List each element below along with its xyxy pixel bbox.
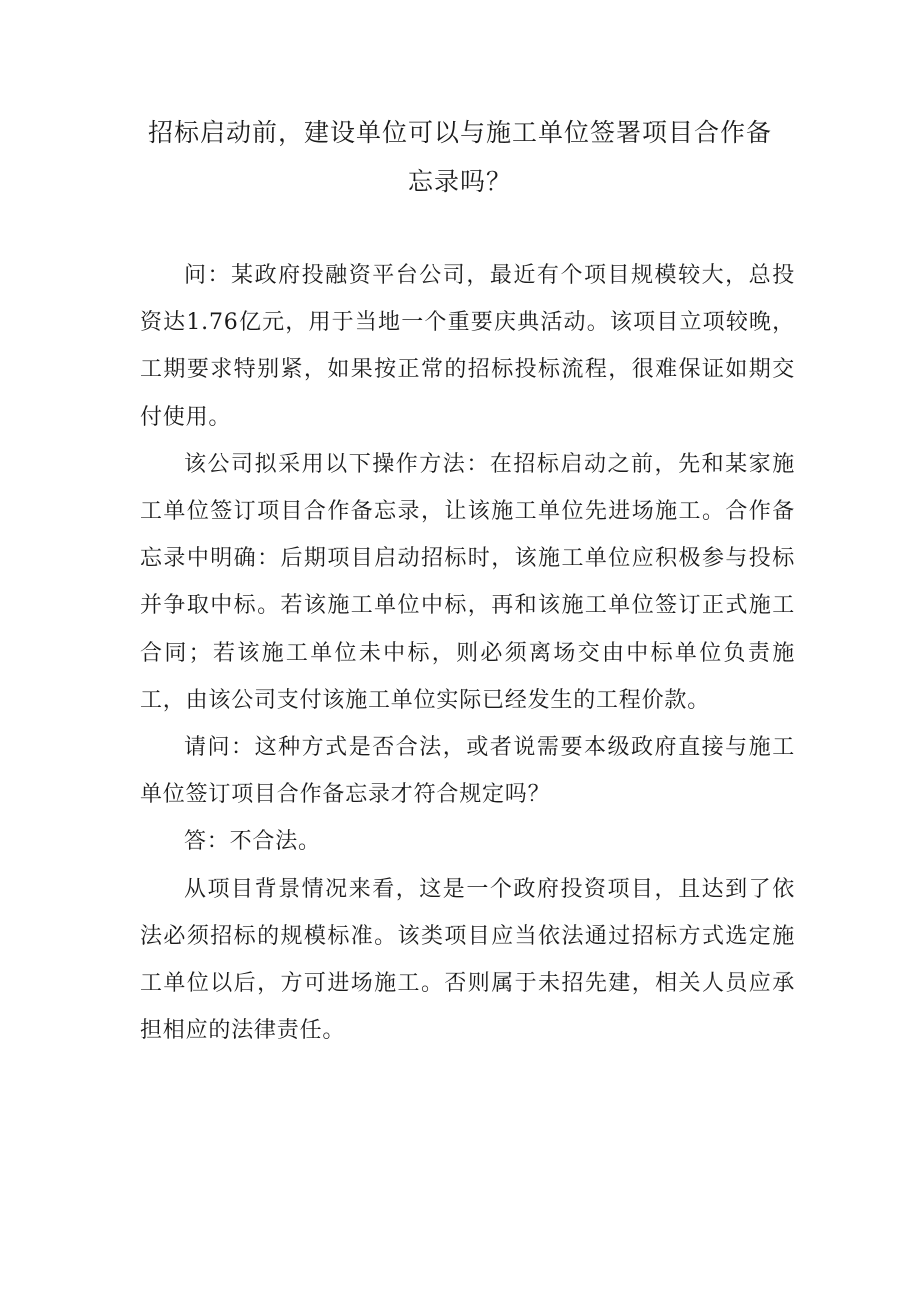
paragraph-inquiry: 请问：这种方式是否合法，或者说需要本级政府直接与施工单位签订项目合作备忘录才符合规定吗？ [140,735,795,808]
paragraph-explanation: 从项目背景情况来看，这是一个政府投资项目，且达到了依法必须招标的规模标准。该类项目应当依法通过招标方式选定施工单位以后，方可进场施工。否则属于未招先建，相关人员应承担相应的法律责任。 [140,876,795,1044]
paragraph-answer: 答：不合法。 [184,829,321,855]
document-title: 招标启动前，建设单位可以与施工单位签署项目合作备忘录吗？ [147,118,772,196]
document-body [140,252,795,1054]
paragraph-question: 问：某政府投融资平台公司，最近有个项目规模较大，总投资达1.76亿元，用于当地一个重要庆典活动。该项目立项较晚，工期要求特别紧，如果按正常的招标投标流程，很难保证如期交付使用。 [140,263,795,430]
paragraph-proposed-method: 该公司拟采用以下操作方法：在招标启动之前，先和某家施工单位签订项目合作备忘录，让该施工单位先进场施工。合作备忘录中明确：后期项目启动招标时，该施工单位应积极参与投标并争取中标。若该施工单位中标，再和该施工单位签订正式施工合同；若该施工单位未中标，则必须离场交由中标单位负责施工，由该公司支付该施工单位实际已经发生的工程价款。 [140,451,795,713]
